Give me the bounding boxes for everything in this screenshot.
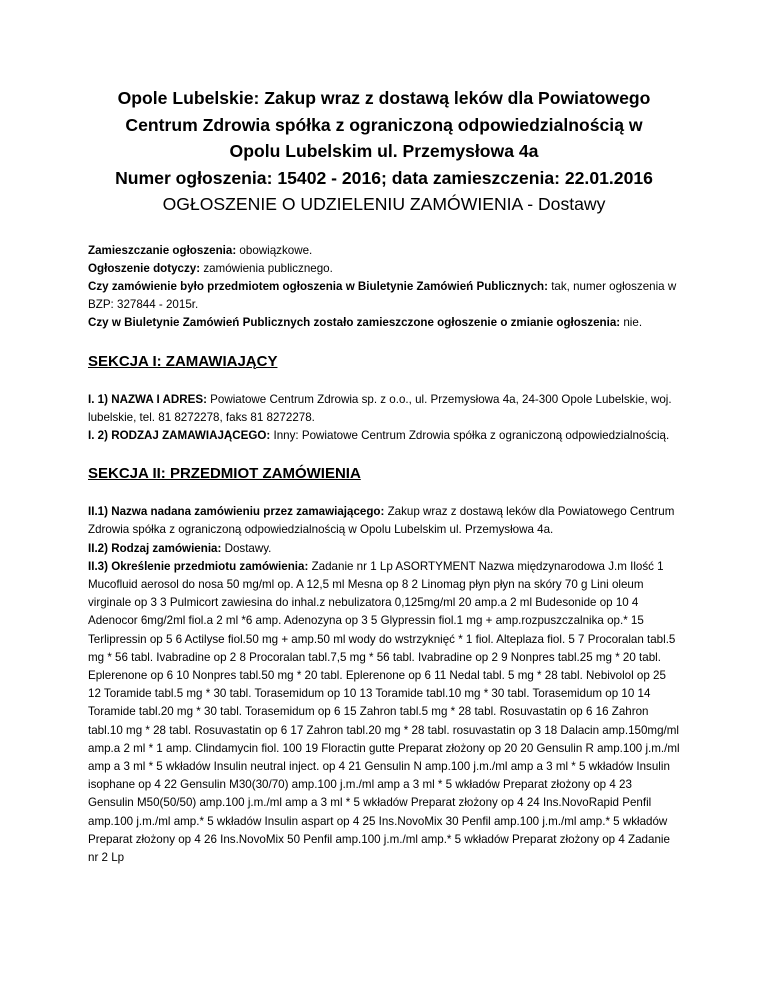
meta-value: tak, numer ogłoszenia w BZP: 327844 - 2015r. [88,279,677,312]
item-label: II.1) Nazwa nadana zamówieniu przez zamawiającego: [88,505,385,519]
item-label: II.2) Rodzaj zamówienia: [88,541,222,555]
item-value: Dostawy. [221,541,272,555]
meta-item [88,242,680,260]
title-line: Opole Lubelskie: Zakup wraz z dostawą leków dla Powiatowego [117,88,651,108]
section-item [88,391,680,427]
item-label: I. 1) NAZWA I ADRES: [88,392,207,406]
meta-label: Czy zamówienie było przedmiotem ogłoszenia w Biuletynie Zamówień Publicznych: [88,279,548,293]
meta-item [88,278,680,314]
item-label: I. 2) RODZAJ ZAMAWIAJĄCEGO: [88,428,271,442]
meta-item [88,260,680,278]
meta-label: Zamieszczanie ogłoszenia: [88,243,237,257]
meta-value: obowiązkowe. [236,243,313,257]
section-item [88,540,680,558]
title-line: Opolu Lubelskim ul. Przemysłowa 4a [229,141,539,161]
item-value: Powiatowe Centrum Zdrowia sp. z o.o., ul. Przemysłowa 4a, 24-300 Opole Lubelskie, woj. lubelskie, tel. 81 8272278, faks 81 8272278. [88,392,672,424]
meta-value: nie. [620,316,643,330]
section-2-body [88,503,680,867]
meta-block [88,242,680,333]
item-label: II.3) Określenie przedmiotu zamówienia: [88,559,309,573]
section-heading: SEKCJA II: PRZEDMIOT ZAMÓWIENIA [88,465,361,483]
meta-value: zamówienia publicznego. [200,261,333,275]
item-value: Inny: Powiatowe Centrum Zdrowia spółka z ograniczoną odpowiedzialnością. [270,428,670,442]
section-item [88,503,680,539]
document-title [88,85,680,218]
title-line: Centrum Zdrowia spółka z ograniczoną odpowiedzialnością w [125,114,643,135]
meta-label: Ogłoszenie dotyczy: [88,261,201,275]
item-value: Zakup wraz z dostawą leków dla Powiatowego Centrum Zdrowia spółka z ograniczoną odpowiedzialnością w Opolu Lubelskim ul. Przemysłowa 4a. [88,505,675,537]
item-value: Zadanie nr 1 Lp ASORTYMENT Nazwa międzynarodowa J.m Ilość 1 Mucofluid aerosol do nosa 50 mg/ml op. A 12,5 ml Mesna op 8 2 Linomag płyn płyn na skóry 70 g Lini oleum virginale op 3 3 Pulmicort zawiesina do inhal.z nebulizatora 0,125mg/ml 20 amp.a 2 ml Budesonide op 10 4 Adenocor 6mg/2ml fiol.a 2 ml *6 amp. Adenozyna op 3 5 Glypressin fiol.1 mg + amp.rozpuszczalnika op.* 15 Terlipressin op 5 6 Actilyse fiol.50 mg + amp.50 ml wody do wstrzyknięć * 1 fiol. Alteplaza fiol. 5 7 Procoralan tabl.5 mg * 56 tabl. Ivabradine op 2 8 Procoralan tabl.7,5 mg * 56 tabl. Ivabradine op 2 9 Nonpres tabl.25 mg * 20 tabl. Eplerenone op 6 10 Nonpres tabl.50 mg * 20 tabl. Eplerenone op 6 11 Nedal tabl. 5 mg * 28 tabl. Nebivolol op 25 12 Toramide tabl.5 mg * 30 tabl. Torasemidum op 10 13 Toramide tabl.10 mg * 30 tabl. Torasemidum op 10 14 Toramide tabl.20 mg * 30 tabl. Torasemidum op 6 15 Zahron tabl.5 mg * 28 tabl. Rosuvastatin op 6 16 Zahron tabl.10 mg * 28 tabl. Rosuvastatin op 6 17 Zahron tabl.20 mg * 28 tabl. rosuvastatin op 3 18 Dalacin amp.150mg/ml amp.a 2 ml * 1 amp. Clindamycin fiol. 100 19 Floractin gutte Preparat złożony op 20 20 Gensulin R amp.100 j.m./ml amp a 3 ml * 5 wkładów Insulin neutral inject. op 4 21 Gensulin N amp.100 j.m./ml amp a 3 ml * 5 wkładów Insulin isophane op 4 22 Gensulin M30(30/70) amp.100 j.m./ml amp a 3 ml * 5 wkładów Preparat złożony op 4 23 Gensulin M50(50/50) amp.100 j.m./ml amp a 3 ml * 5 wkładów Preparat złożony op 4 24 Ins.NovoRapid Penfil amp.100 j.m./ml amp.* 5 wkładów Insulin aspart op 4 25 Ins.NovoMix 30 Penfil amp.100 j.m./ml amp.* 5 wkładów Preparat złożony op 4 26 Ins.NovoMix 50 Penfil amp.100 j.m./ml amp.* 5 wkładów Preparat złożony op 4 Zadanie nr 2 Lp [88,559,680,864]
section-heading: SEKCJA I: ZAMAWIAJĄCY [88,352,278,370]
title-line: Numer ogłoszenia: 15402 - 2016; data zamieszczenia: 22.01.2016 [115,167,653,188]
meta-label: Czy w Biuletynie Zamówień Publicznych zostało zamieszczone ogłoszenie o zmianie ogłoszenia: [88,316,621,330]
document-subtitle: OGŁOSZENIE O UDZIELENIU ZAMÓWIENIA - Dostawy [162,194,606,214]
meta-item [88,314,680,332]
section-1-body [88,391,680,446]
section-item [88,427,680,445]
section-item [88,558,680,867]
